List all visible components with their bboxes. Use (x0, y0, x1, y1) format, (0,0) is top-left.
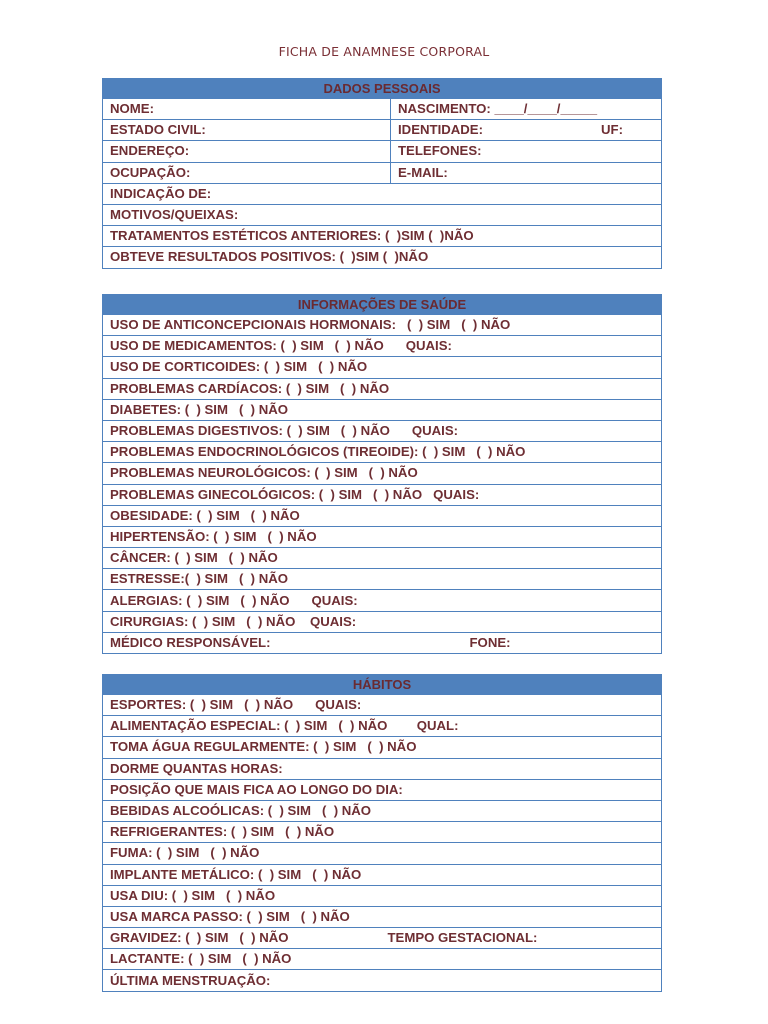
table-row (103, 758, 662, 779)
resultados-positivos-field[interactable]: OBTEVE RESULTADOS POSITIVOS: ( )SIM ( )NÃO (103, 247, 662, 268)
table-row (103, 484, 662, 505)
medico-responsavel-label: MÉDICO RESPONSÁVEL: (110, 634, 271, 650)
table-row (103, 357, 662, 378)
gravidez-field[interactable] (103, 928, 662, 949)
nome-field[interactable]: NOME: (103, 99, 391, 120)
indicacao-field[interactable]: INDICAÇÃO DE: (103, 183, 662, 204)
table-row (103, 864, 662, 885)
diabetes-field[interactable]: DIABETES: ( ) SIM ( ) NÃO (103, 399, 662, 420)
toma-agua-field[interactable]: TOMA ÁGUA REGULARMENTE: ( ) SIM ( ) NÃO (103, 737, 662, 758)
table-row (103, 378, 662, 399)
tratamentos-anteriores-field[interactable]: TRATAMENTOS ESTÉTICOS ANTERIORES: ( )SIM ( )NÃO (103, 226, 662, 247)
table-row (103, 632, 662, 653)
section-header-dados-pessoais: DADOS PESSOAIS (103, 79, 662, 99)
estresse-field[interactable]: ESTRESSE:( ) SIM ( ) NÃO (103, 569, 662, 590)
table-row (103, 336, 662, 357)
section-header-habitos: HÁBITOS (103, 675, 662, 695)
table-row (103, 226, 662, 247)
corticoides-field[interactable]: USO DE CORTICOIDES: ( ) SIM ( ) NÃO (103, 357, 662, 378)
table-row (103, 99, 662, 120)
table-row (103, 569, 662, 590)
table-row (103, 315, 662, 336)
ocupacao-field[interactable]: OCUPAÇÃO: (103, 162, 391, 183)
posicao-dia-field[interactable]: POSIÇÃO QUE MAIS FICA AO LONGO DO DIA: (103, 779, 662, 800)
table-row (103, 822, 662, 843)
hipertensao-field[interactable]: HIPERTENSÃO: ( ) SIM ( ) NÃO (103, 526, 662, 547)
informacoes-saude-table (102, 294, 662, 654)
motivos-queixas-field[interactable]: MOTIVOS/QUEIXAS: (103, 204, 662, 225)
cirurgias-field[interactable]: CIRURGIAS: ( ) SIM ( ) NÃO QUAIS: (103, 611, 662, 632)
table-row (103, 442, 662, 463)
digestivos-field[interactable]: PROBLEMAS DIGESTIVOS: ( ) SIM ( ) NÃO QUAIS: (103, 420, 662, 441)
identidade-field[interactable] (391, 120, 662, 141)
alergias-field[interactable]: ALERGIAS: ( ) SIM ( ) NÃO QUAIS: (103, 590, 662, 611)
table-row (103, 399, 662, 420)
lactante-field[interactable]: LACTANTE: ( ) SIM ( ) NÃO (103, 949, 662, 970)
table-row (103, 247, 662, 268)
fone-label: FONE: (469, 634, 511, 650)
anticoncepcionais-field[interactable]: USO DE ANTICONCEPCIONAIS HORMONAIS: ( ) SIM ( ) NÃO (103, 315, 662, 336)
table-row (103, 928, 662, 949)
table-row (103, 949, 662, 970)
fuma-field[interactable]: FUMA: ( ) SIM ( ) NÃO (103, 843, 662, 864)
email-field[interactable]: E-MAIL: (391, 162, 662, 183)
refrigerantes-field[interactable]: REFRIGERANTES: ( ) SIM ( ) NÃO (103, 822, 662, 843)
habitos-table (102, 674, 662, 992)
table-row (103, 548, 662, 569)
table-row (103, 906, 662, 927)
table-row (103, 843, 662, 864)
cardiacos-field[interactable]: PROBLEMAS CARDÍACOS: ( ) SIM ( ) NÃO (103, 378, 662, 399)
table-row (103, 716, 662, 737)
neurologicos-field[interactable]: PROBLEMAS NEUROLÓGICOS: ( ) SIM ( ) NÃO (103, 463, 662, 484)
table-row (103, 505, 662, 526)
page-title: FICHA DE ANAMNESE CORPORAL (278, 44, 490, 59)
table-row (103, 420, 662, 441)
medico-responsavel-field[interactable] (103, 632, 662, 653)
ultima-menstruacao-field[interactable]: ÚLTIMA MENSTRUAÇÃO: (103, 970, 662, 991)
table-row (103, 141, 662, 162)
table-row (103, 162, 662, 183)
uf-label: UF: (601, 122, 623, 138)
medicamentos-field[interactable]: USO DE MEDICAMENTOS: ( ) SIM ( ) NÃO QUAIS: (103, 336, 662, 357)
tempo-gestacional-label: TEMPO GESTACIONAL: (387, 930, 538, 946)
implante-metalico-field[interactable]: IMPLANTE METÁLICO: ( ) SIM ( ) NÃO (103, 864, 662, 885)
identidade-label: IDENTIDADE: (398, 122, 483, 138)
dorme-horas-field[interactable]: DORME QUANTAS HORAS: (103, 758, 662, 779)
bebidas-alcoolicas-field[interactable]: BEBIDAS ALCOÓLICAS: ( ) SIM ( ) NÃO (103, 800, 662, 821)
section-header-informacoes-saude: INFORMAÇÕES DE SAÚDE (103, 295, 662, 315)
table-row (103, 590, 662, 611)
table-row (103, 800, 662, 821)
table-row (103, 970, 662, 991)
esportes-field[interactable]: ESPORTES: ( ) SIM ( ) NÃO QUAIS: (103, 695, 662, 716)
table-row (103, 204, 662, 225)
gravidez-label: GRAVIDEZ: ( ) SIM ( ) NÃO (110, 930, 289, 946)
table-row (103, 779, 662, 800)
marca-passo-field[interactable]: USA MARCA PASSO: ( ) SIM ( ) NÃO (103, 906, 662, 927)
endocrinologicos-field[interactable]: PROBLEMAS ENDOCRINOLÓGICOS (TIREOIDE): ( ) SIM ( ) NÃO (103, 442, 662, 463)
table-row (103, 695, 662, 716)
telefones-field[interactable]: TELEFONES: (391, 141, 662, 162)
obesidade-field[interactable]: OBESIDADE: ( ) SIM ( ) NÃO (103, 505, 662, 526)
table-row (103, 885, 662, 906)
table-row (103, 737, 662, 758)
cancer-field[interactable]: CÂNCER: ( ) SIM ( ) NÃO (103, 548, 662, 569)
endereco-field[interactable]: ENDEREÇO: (103, 141, 391, 162)
nascimento-field[interactable]: NASCIMENTO: ____/____/_____ (391, 99, 662, 120)
estado-civil-field[interactable]: ESTADO CIVIL: (103, 120, 391, 141)
usa-diu-field[interactable]: USA DIU: ( ) SIM ( ) NÃO (103, 885, 662, 906)
ginecologicos-field[interactable]: PROBLEMAS GINECOLÓGICOS: ( ) SIM ( ) NÃO QUAIS: (103, 484, 662, 505)
table-row (103, 183, 662, 204)
table-row (103, 463, 662, 484)
alimentacao-especial-field[interactable]: ALIMENTAÇÃO ESPECIAL: ( ) SIM ( ) NÃO QUAL: (103, 716, 662, 737)
table-row (103, 526, 662, 547)
table-row (103, 611, 662, 632)
table-row (103, 120, 662, 141)
dados-pessoais-table (102, 78, 662, 269)
